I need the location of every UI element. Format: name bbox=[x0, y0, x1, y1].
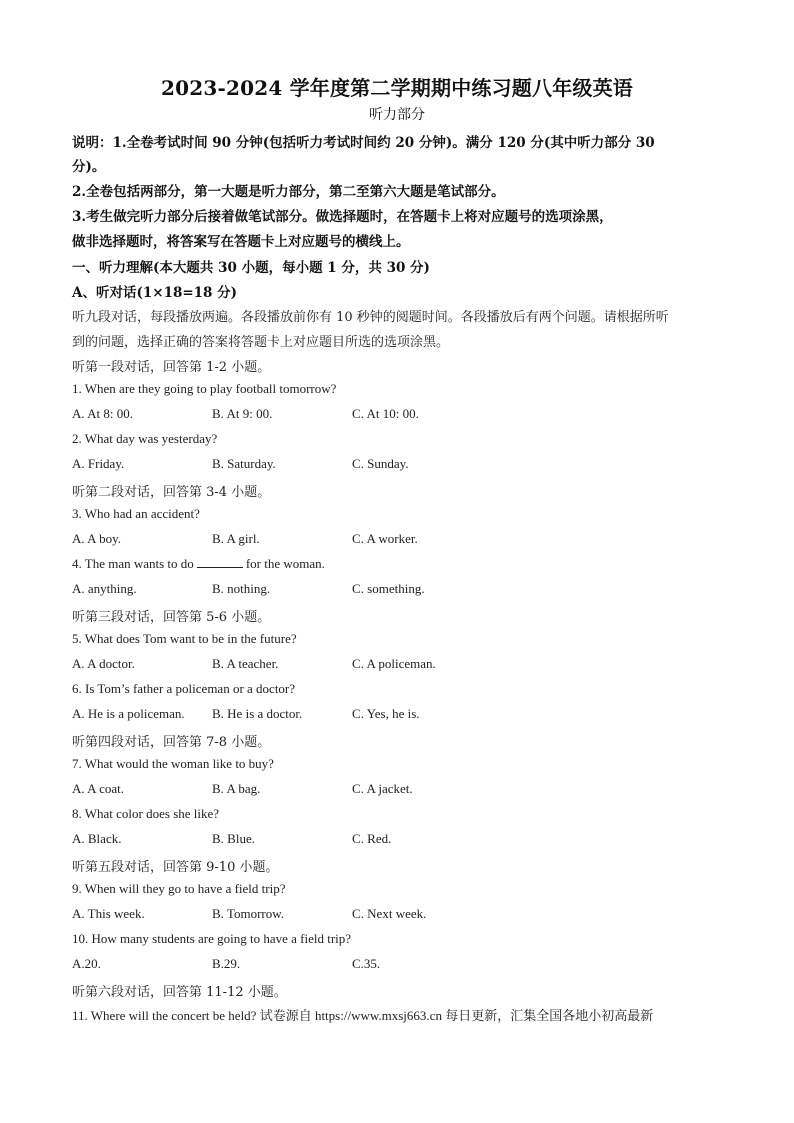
option-b: B. Blue. bbox=[212, 831, 255, 846]
option-a: A.20. bbox=[72, 956, 101, 971]
question-7: 7. What would the woman like to buy? bbox=[72, 756, 274, 771]
options-row-5 bbox=[72, 656, 722, 674]
options-row-3 bbox=[72, 531, 722, 549]
question-5: 5. What does Tom want to be in the future? bbox=[72, 631, 297, 646]
question-10: 10. How many students are going to have a field trip? bbox=[72, 931, 352, 946]
option-b: B. nothing. bbox=[212, 581, 271, 596]
option-b: B. A bag. bbox=[212, 781, 261, 796]
dialogue-label-2: 听第二段对话，回答第 3-4 小题。 bbox=[72, 485, 271, 500]
options-row-9 bbox=[72, 906, 722, 924]
note-line-1b: 分)。 bbox=[72, 159, 106, 175]
page-subtitle: 听力部分 bbox=[369, 107, 425, 123]
question-4 bbox=[72, 556, 325, 572]
option-a: A. He is a policeman. bbox=[72, 706, 185, 721]
options-row-10 bbox=[72, 956, 722, 974]
option-c: C. A worker. bbox=[352, 531, 418, 546]
question-8: 8. What color does she like? bbox=[72, 806, 220, 821]
answer-blank bbox=[197, 557, 243, 568]
option-a: A. A doctor. bbox=[72, 656, 135, 671]
option-c: C. Red. bbox=[352, 831, 392, 846]
note-line-1: 说明：1.全卷考试时间 90 分钟(包括听力考试时间约 20 分钟)。满分 120 分(其中听力部分 30 bbox=[72, 135, 655, 151]
option-c: C. Yes, he is. bbox=[352, 706, 420, 721]
instruction-line-1: 听九段对话，每段播放两遍。各段播放前你有 10 秒钟的阅题时间。各段播放后有两个问题。请根据所听 bbox=[72, 310, 669, 325]
option-a: A. Friday. bbox=[72, 456, 125, 471]
option-b: B. Saturday. bbox=[212, 456, 276, 471]
note-line-3: 3.考生做完听力部分后接着做笔试部分。做选择题时，在答题卡上将对应题号的选项涂黑， bbox=[72, 209, 613, 225]
question-1: 1. When are they going to play football tomorrow? bbox=[72, 381, 337, 396]
options-row-2 bbox=[72, 456, 722, 474]
option-a: A. anything. bbox=[72, 581, 137, 596]
option-a: A. This week. bbox=[72, 906, 145, 921]
question-2: 2. What day was yesterday? bbox=[72, 431, 218, 446]
option-b: B. Tomorrow. bbox=[212, 906, 285, 921]
instruction-line-2: 到的问题，选择正确的答案将答题卡上对应题目所选的选项涂黑。 bbox=[72, 335, 450, 350]
option-a: A. A boy. bbox=[72, 531, 121, 546]
option-b: B. A teacher. bbox=[212, 656, 279, 671]
question-4-text-before: 4. The man wants to do bbox=[72, 556, 194, 571]
section-heading: 一、听力理解(本大题共 30 小题，每小题 1 分，共 30 分) bbox=[72, 260, 430, 276]
option-a: A. Black. bbox=[72, 831, 122, 846]
question-9: 9. When will they go to have a field trip? bbox=[72, 881, 286, 896]
page-title: 2023-2024 学年度第二学期期中练习题八年级英语 bbox=[161, 76, 633, 100]
part-a-heading: A、听对话(1×18=18 分) bbox=[72, 285, 238, 301]
dialogue-label-1: 听第一段对话，回答第 1-2 小题。 bbox=[72, 360, 271, 375]
dialogue-label-6: 听第六段对话，回答第 11-12 小题。 bbox=[72, 985, 287, 1000]
option-c: C. Next week. bbox=[352, 906, 427, 921]
option-a: A. A coat. bbox=[72, 781, 124, 796]
option-a: A. At 8: 00. bbox=[72, 406, 134, 421]
question-6: 6. Is Tom’s father a policeman or a doctor? bbox=[72, 681, 296, 696]
question-3: 3. Who had an accident? bbox=[72, 506, 200, 521]
option-c: C. Sunday. bbox=[352, 456, 409, 471]
dialogue-label-3: 听第三段对话，回答第 5-6 小题。 bbox=[72, 610, 271, 625]
options-row-1 bbox=[72, 406, 722, 424]
option-c: C. A jacket. bbox=[352, 781, 413, 796]
option-b: B. He is a doctor. bbox=[212, 706, 303, 721]
option-c: C. At 10: 00. bbox=[352, 406, 419, 421]
option-b: B. At 9: 00. bbox=[212, 406, 273, 421]
dialogue-label-4: 听第四段对话，回答第 7-8 小题。 bbox=[72, 735, 271, 750]
option-c: C. something. bbox=[352, 581, 425, 596]
question-4-text-after: for the woman. bbox=[245, 556, 325, 571]
note-line-3b: 做非选择题时，将答案写在答题卡上对应题号的横线上。 bbox=[72, 234, 410, 250]
options-row-6 bbox=[72, 706, 722, 724]
note-line-2: 2.全卷包括两部分，第一大题是听力部分，第二至第六大题是笔试部分。 bbox=[72, 184, 505, 200]
question-11: 11. Where will the concert be held? 试卷源自 https://www.mxsj663.cn 每日更新，汇集全国各地小初高最新 bbox=[72, 1008, 654, 1023]
dialogue-label-5: 听第五段对话，回答第 9-10 小题。 bbox=[72, 860, 279, 875]
options-row-4 bbox=[72, 581, 722, 599]
option-c: C.35. bbox=[352, 956, 381, 971]
options-row-7 bbox=[72, 781, 722, 799]
option-b: B.29. bbox=[212, 956, 241, 971]
option-c: C. A policeman. bbox=[352, 656, 436, 671]
option-b: B. A girl. bbox=[212, 531, 260, 546]
options-row-8 bbox=[72, 831, 722, 849]
